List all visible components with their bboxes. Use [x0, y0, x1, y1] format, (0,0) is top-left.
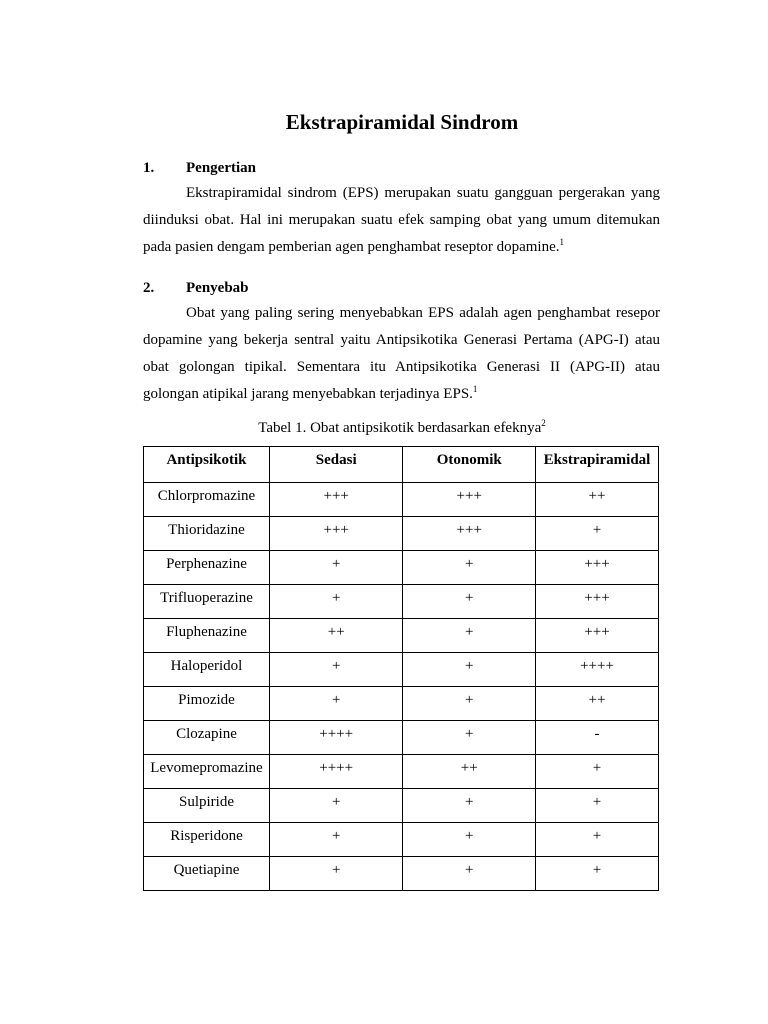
section-heading-pengertian — [143, 158, 256, 178]
drug-name-cell: Quetiapine — [144, 857, 270, 891]
effect-cell: +++ — [536, 619, 659, 653]
effect-cell: + — [403, 551, 536, 585]
effect-cell: ++++ — [269, 755, 402, 789]
table-row — [144, 687, 659, 721]
effect-cell: ++ — [536, 687, 659, 721]
paragraph-pengertian — [143, 180, 660, 261]
effect-cell: + — [403, 857, 536, 891]
table-row — [144, 721, 659, 755]
effect-cell: + — [403, 789, 536, 823]
effect-cell: + — [269, 585, 402, 619]
table-row — [144, 551, 659, 585]
effect-cell: + — [403, 585, 536, 619]
table-row — [144, 823, 659, 857]
drug-name-cell: Perphenazine — [144, 551, 270, 585]
effect-cell: + — [269, 551, 402, 585]
column-header: Sedasi — [269, 447, 402, 483]
table-caption-text: Tabel 1. Obat antipsikotik berdasarkan efeknya — [258, 420, 542, 436]
paragraph-line: dopamine yang bekerja sentral yaitu Antipsikotika Generasi Pertama (APG-I) atau — [143, 332, 660, 348]
paragraph-line-text: pada pasien dengam pemberian agen penghambat reseptor dopamine. — [143, 239, 560, 255]
table-row — [144, 789, 659, 823]
section-title: Penyebab — [186, 280, 249, 296]
effect-cell: + — [536, 755, 659, 789]
effect-cell: ++++ — [269, 721, 402, 755]
footnote-ref: 1 — [559, 237, 565, 247]
table-row — [144, 585, 659, 619]
section-number: 2. — [143, 280, 155, 296]
paragraph-line: Obat yang paling sering menyebabkan EPS adalah agen penghambat resepor — [186, 305, 660, 321]
effect-cell: +++ — [403, 483, 536, 517]
effect-cell: + — [269, 789, 402, 823]
effect-cell: + — [403, 653, 536, 687]
table-row — [144, 857, 659, 891]
footnote-ref: 2 — [541, 418, 546, 428]
paragraph-line-text: golongan atipikal jarang menyebabkan terjadinya EPS. — [143, 386, 473, 402]
paragraph-line — [143, 234, 660, 261]
effect-cell: ++ — [536, 483, 659, 517]
effect-cell: + — [536, 517, 659, 551]
drug-name-cell: Thioridazine — [144, 517, 270, 551]
effect-cell: +++ — [536, 551, 659, 585]
effect-cell: + — [269, 687, 402, 721]
table-row — [144, 653, 659, 687]
effect-cell: + — [536, 857, 659, 891]
footnote-ref: 1 — [472, 384, 478, 394]
paragraph-line: obat golongan tipikal. Sementara itu Antipsikotika Generasi II (APG-II) atau — [143, 359, 660, 375]
effect-cell: +++ — [536, 585, 659, 619]
effect-cell: - — [536, 721, 659, 755]
effect-cell: + — [536, 789, 659, 823]
table-row — [144, 619, 659, 653]
effect-cell: + — [269, 857, 402, 891]
drug-name-cell: Trifluoperazine — [144, 585, 270, 619]
table-row — [144, 483, 659, 517]
drug-name-cell: Clozapine — [144, 721, 270, 755]
drug-name-cell: Risperidone — [144, 823, 270, 857]
column-header: Ekstrapiramidal — [536, 447, 659, 483]
section-title: Pengertian — [186, 160, 256, 176]
effect-cell: +++ — [269, 483, 402, 517]
paragraph-line — [143, 381, 660, 408]
drug-name-cell: Pimozide — [144, 687, 270, 721]
effect-cell: + — [403, 823, 536, 857]
effect-cell: ++++ — [536, 653, 659, 687]
effect-cell: ++ — [403, 755, 536, 789]
drug-name-cell: Chlorpromazine — [144, 483, 270, 517]
paragraph-line: Ekstrapiramidal sindrom (EPS) merupakan suatu gangguan pergerakan yang — [186, 185, 660, 201]
effect-cell: + — [403, 619, 536, 653]
effect-cell: + — [403, 721, 536, 755]
table-header-row — [144, 447, 659, 483]
effect-cell: +++ — [403, 517, 536, 551]
section-number: 1. — [143, 160, 155, 176]
effect-cell: +++ — [269, 517, 402, 551]
paragraph-line: diinduksi obat. Hal ini merupakan suatu efek samping obat yang umum ditemukan — [143, 212, 660, 228]
drug-name-cell: Levomepromazine — [144, 755, 270, 789]
drug-name-cell: Fluphenazine — [144, 619, 270, 653]
table-row — [144, 755, 659, 789]
table-row — [144, 517, 659, 551]
effect-cell: + — [269, 653, 402, 687]
drug-name-cell: Haloperidol — [144, 653, 270, 687]
column-header: Otonomik — [403, 447, 536, 483]
drug-name-cell: Sulpiride — [144, 789, 270, 823]
paragraph-penyebab — [143, 300, 660, 408]
table-body — [144, 483, 659, 891]
antipsychotic-table — [143, 446, 659, 891]
effect-cell: + — [403, 687, 536, 721]
effect-cell: ++ — [269, 619, 402, 653]
effect-cell: + — [536, 823, 659, 857]
effect-cell: + — [269, 823, 402, 857]
table-caption — [0, 418, 768, 438]
column-header: Antipsikotik — [144, 447, 270, 483]
document-title: Ekstrapiramidal Sindrom — [285, 110, 519, 134]
section-heading-penyebab — [143, 278, 249, 298]
